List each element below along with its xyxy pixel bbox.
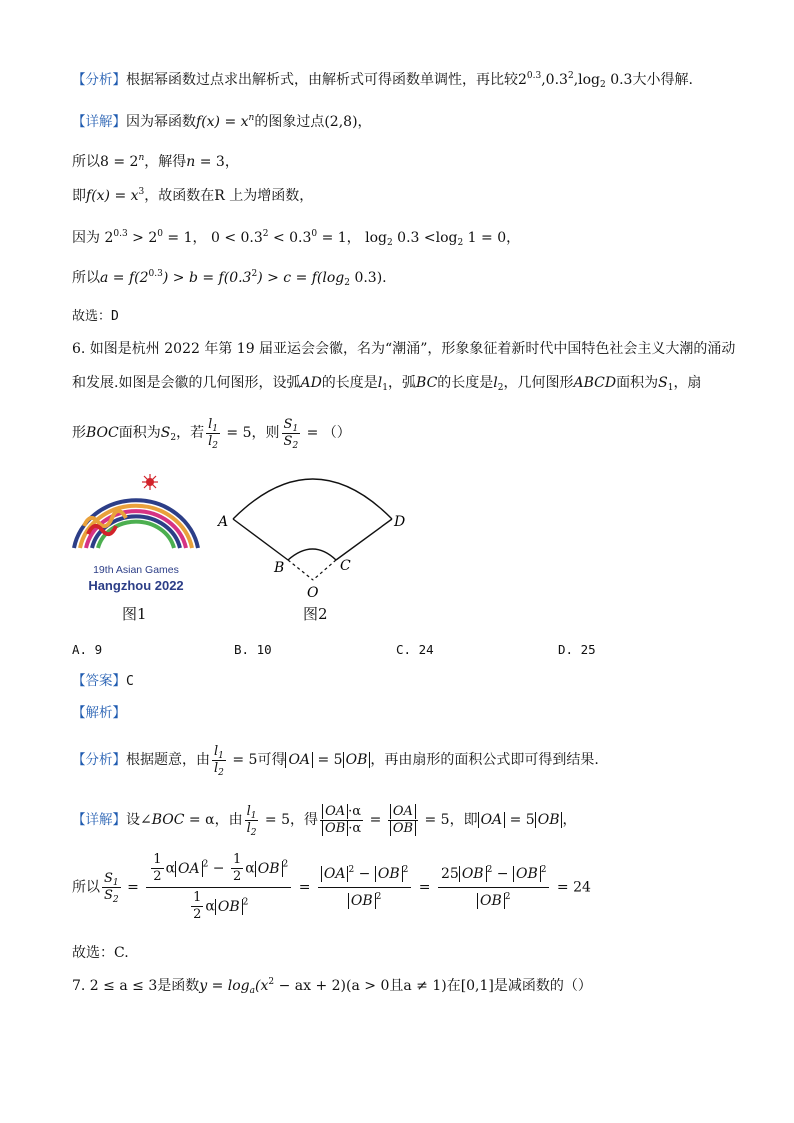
choose-line-2: 故选：C. — [72, 945, 129, 961]
asian-games-logo — [70, 470, 205, 600]
detail-line-3: 即$f(x) = x^3$，故函数在R 上为增函数， — [72, 187, 314, 204]
question-6-line-2: 和发展.如图是会徽的几何图形，设弧AD的长度是$l_1$，弧BC的长度是$l_2$，几何图形ABCD面积为$S_1$，扇 — [72, 375, 702, 393]
segment-dc — [336, 519, 392, 560]
abs-ob: OB — [535, 812, 563, 828]
detail-2-line: 【详解】设∠BOC = α，由 $\frac{l_1}{l_2}$ = 5，得 $\frac{OA \cdot\alpha}{OB \cdot\alpha}$ = $\frac{OA}{OB}$ = 5，即 OA = 5 OB ， — [72, 803, 577, 838]
jiexi-line: 【解析】 — [72, 705, 126, 721]
question-6-line-3: 形BOC面积为$S_2$，若 $\frac{l_1}{l_2}$ = 5，则 $\frac{S_1}{S_2}$ = （） — [72, 416, 351, 451]
abs-oa: OA — [478, 812, 506, 828]
option-d[interactable]: D. 25 — [558, 642, 596, 657]
analysis-tag: 【分析】 — [72, 72, 126, 88]
dashed-bo — [288, 560, 313, 580]
logo-line-1: 19th Asian Games — [93, 564, 179, 576]
ratio-frac-2: $\frac{OA ^2 - OB ^2}{OB ^2}$ — [318, 863, 411, 912]
s1-over-s2: $\frac{S_1}{S_2}$ — [283, 416, 299, 451]
detail-line-5: 所以$a = f(2^{0.3}) > b = f(0.3^2) > c = f(\log_2$ 0.3). — [72, 269, 387, 288]
logo-line-2: Hangzhou 2022 — [88, 578, 184, 593]
analysis-2-line: 【分析】根据题意，由 $\frac{l_1}{l_2}$ = 5可得 OA = 5 OB ，再由扇形的面积公式即可得到结果. — [72, 743, 599, 778]
figure-2-caption: 图2 — [303, 605, 328, 623]
ratio-frac-3: $\frac{25 OB ^2 - OB ^2}{OB ^2}$ — [438, 863, 549, 912]
detail-tag: 【详解】 — [72, 114, 126, 130]
sector-diagram — [212, 472, 412, 604]
question-6-line-1: 6. 如图是杭州 2022 年第 19 届亚运会会徽，名为“潮涌”，形象象征着新时代中国特色社会主义大潮的涌动 — [72, 341, 736, 357]
label-b: B — [274, 560, 285, 576]
ratio-line: 所以 $\frac{S_1}{S_2}$ = $\frac{1}{2}$ α OA $^2$ − $\frac{1}{2}$ α OB $^2$ $\frac{1}{2}$ α OB $^2$ = $\frac{OA ^2 - OB ^2}{OB ^2}$ = $\frac{25 OB ^2 - OB ^2}{OB ^2}$ = 24 — [72, 852, 591, 922]
figure-2 — [212, 472, 412, 604]
label-a: A — [218, 514, 229, 530]
dashed-co — [313, 560, 336, 580]
label-d: D — [394, 514, 406, 530]
segment-ab — [233, 519, 288, 560]
label-c: C — [340, 558, 351, 574]
choose-line-1: 故选：D — [72, 309, 119, 324]
answer-line: 【答案】C — [72, 673, 134, 689]
detail-line-4: 因为 $2^{0.3} > 2^0 = 1$， $0 < 0.3^2 < 0.3^0 = 1$， $\log_2 0.3 <\log_2$ 1 = 0， — [72, 229, 521, 248]
figure-1-caption: 图1 — [122, 605, 147, 623]
option-c[interactable]: C. 24 — [396, 642, 434, 657]
label-o: O — [307, 585, 319, 601]
ratio-frac-1: $\frac{1}{2}$ α OA $^2$ − $\frac{1}{2}$ α OB $^2$ $\frac{1}{2}$ α OB $^2$ — [146, 852, 291, 923]
detail-line-2: 所以$8 = 2^n$，解得n = 3， — [72, 153, 239, 170]
l1-over-l2: $\frac{l_1}{l_2}$ — [208, 416, 218, 451]
question-7-line: 7. 2 ≤ a ≤ 3是函数$y = \log_a(x^2$ − ax + 2)(a > 0且a ≠ 1)在[0,1]是减函数的（） — [72, 977, 592, 996]
arc-ad — [233, 479, 392, 519]
figure-1 — [70, 470, 205, 600]
analysis-line-1: 【分析】根据幂函数过点求出解析式，由解析式可得函数单调性，再比较$2^{0.3},0.3^2,\log_2$ 0.3大小得解. — [72, 71, 693, 90]
option-b[interactable]: B. 10 — [234, 642, 272, 657]
detail-line-1: 【详解】因为幂函数$f(x) = x^n$的图象过点(2,8)， — [72, 113, 372, 130]
answer-value: C — [126, 674, 134, 689]
option-a[interactable]: A. 9 — [72, 642, 103, 657]
arc-bc — [288, 549, 336, 560]
